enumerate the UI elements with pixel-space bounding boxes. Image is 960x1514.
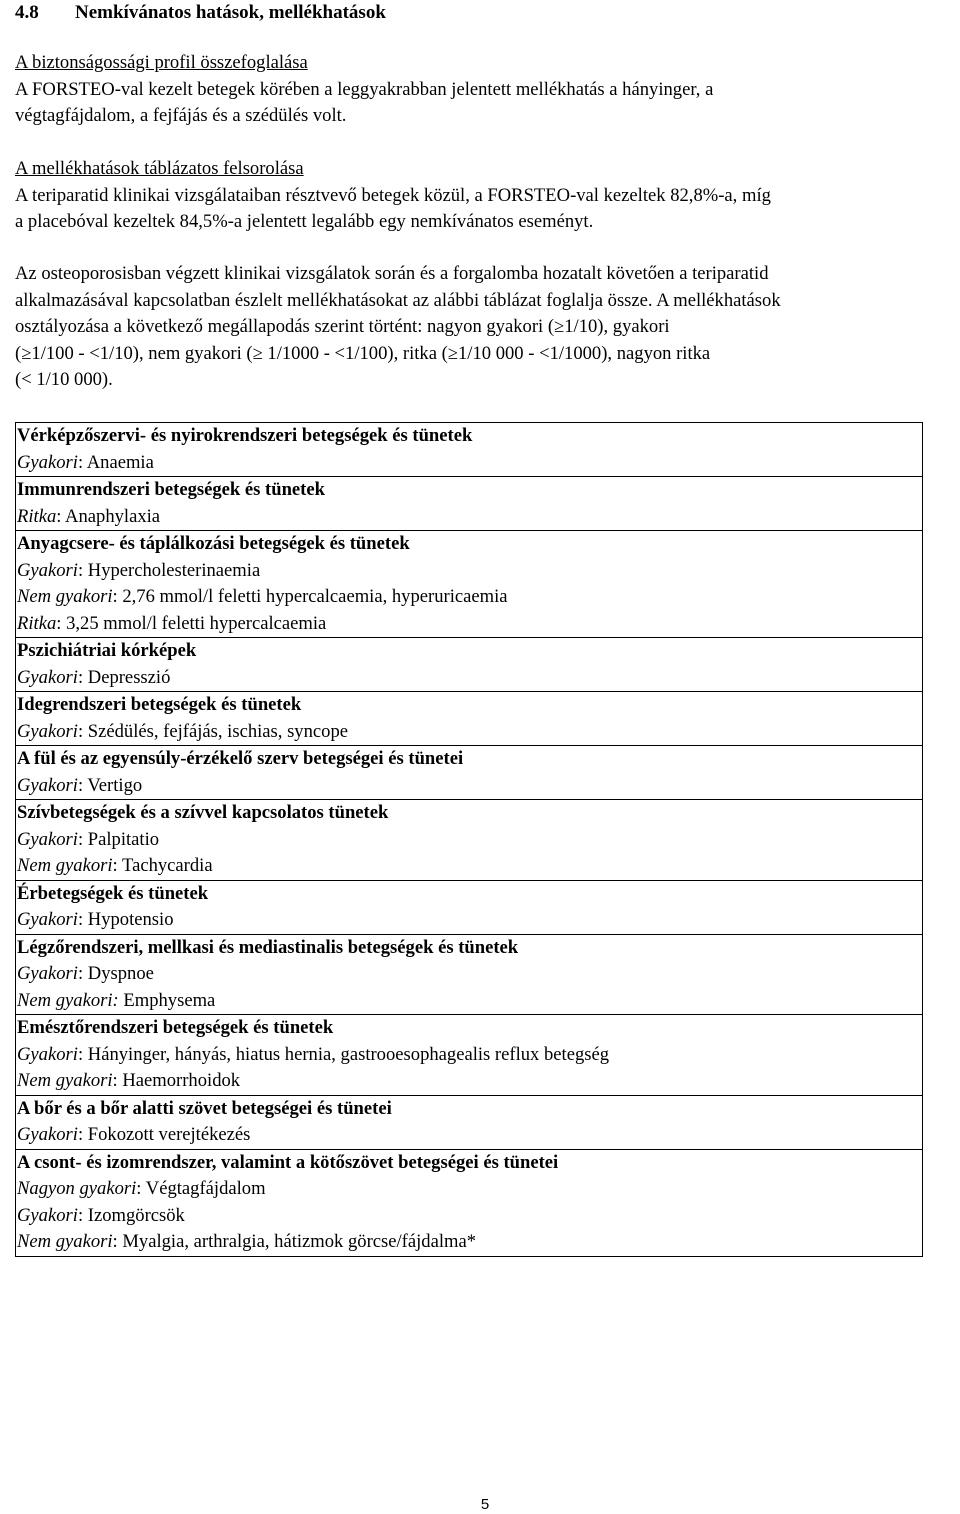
frequency-label: Gyakori [17,1204,78,1226]
frequency-label: Gyakori [17,451,78,473]
reaction-text: Vertigo [87,774,143,796]
table-row [16,1015,923,1096]
adverse-reaction-item [17,665,922,692]
safety-profile-paragraph [15,50,945,130]
classification-line: Az osteoporosisban végzett klinikai vizsgálatok során és a forgalomba hozatalt követően a teriparatid [15,263,769,284]
system-organ-class: Immunrendszeri betegségek és tünetek [17,479,325,500]
page-number: 5 [480,1496,490,1513]
separator: : [112,586,123,607]
reaction-text: Depresszió [87,666,171,688]
adverse-reaction-item [17,504,922,531]
separator: : [77,1043,88,1065]
table-cell [16,638,923,692]
classification-line: alkalmazásával kapcsolatban észlelt mellékhatásokat az alábbi táblázat foglalja össze. A mellékhatások [15,289,781,311]
classification-line: osztályozása a következő megállapodás szerint történt: nagyon gyakori (≥1/10), gyakori [15,316,670,337]
separator: : [77,774,88,796]
safety-profile-heading: A biztonságossági profil összefoglalása [15,52,308,73]
adverse-reaction-item [17,450,922,477]
adverse-reaction-item [17,907,922,934]
reaction-text: Szédülés, fejfájás, ischias, syncope [87,720,348,742]
table-row [16,531,923,638]
reaction-text: Hányinger, hányás, hiatus hernia, gastrooesophagealis reflux betegség [87,1043,610,1065]
adverse-reaction-item [17,1229,922,1256]
system-organ-class: Vérképzőszervi- és nyirokrendszeri betegségek és tünetek [17,425,473,446]
table-row [16,638,923,692]
adverse-reaction-item [17,719,922,746]
adverse-reaction-item [17,961,922,988]
table-cell [16,880,923,934]
separator: : [77,963,88,984]
adverse-reaction-item [17,853,922,880]
system-organ-class: Anyagcsere- és táplálkozási betegségek és tünetek [17,533,410,554]
frequency-label: Gyakori [17,1043,78,1065]
table-cell [16,746,923,800]
reaction-text: Hypotensio [87,909,174,930]
adverse-reaction-item [17,1203,922,1230]
frequency-label: Gyakori [17,963,78,984]
table-cell [16,423,923,477]
frequency-label: Nem gyakori: [17,989,119,1011]
safety-profile-line: végtagfájdalom, a fejfájás és a szédülés volt. [15,105,347,126]
tabulated-list-heading: A mellékhatások táblázatos felsorolása [15,158,304,179]
separator: : [77,559,88,581]
reaction-text: Anaemia [86,451,154,473]
separator: : [112,1231,123,1252]
reaction-text: Dyspnoe [87,963,154,984]
separator: : [77,451,87,473]
adverse-reaction-item [17,611,922,638]
classification-line: (< 1/10 000). [15,369,113,390]
table-cell [16,477,923,531]
system-organ-class: A bőr és a bőr alatti szövet betegségei és tünetei [17,1097,392,1119]
separator: : [77,828,88,850]
system-organ-class: Érbetegségek és tünetek [17,882,209,904]
tabulated-list-paragraph [15,156,945,236]
table-row [16,880,923,934]
system-organ-class: Szívbetegségek és a szívvel kapcsolatos tünetek [17,802,389,823]
system-organ-class: Emésztőrendszeri betegségek és tünetek [17,1017,334,1038]
reaction-text: Végtagfájdalom [145,1178,266,1199]
table-cell [16,692,923,746]
table-cell [16,531,923,638]
frequency-label: Nagyon gyakori [17,1178,137,1199]
adverse-reactions-table [15,422,923,1257]
frequency-label: Gyakori [17,559,78,581]
frequency-label: Ritka [17,505,57,527]
separator: : [77,666,88,688]
reaction-text: Anaphylaxia [65,505,161,527]
adverse-reaction-item [17,584,922,611]
frequency-label: Gyakori [17,666,78,688]
table-row [16,746,923,800]
classification-paragraph [15,261,945,394]
frequency-label: Nem gyakori [17,586,113,607]
adverse-reaction-item [17,558,922,585]
classification-line: (≥1/100 - <1/10), nem gyakori (≥ 1/1000 - <1/100), ritka (≥1/10 000 - <1/1000), nagyon ritka [15,342,711,364]
separator: : [56,505,66,527]
table-row [16,477,923,531]
safety-profile-line: A FORSTEO-val kezelt betegek körében a leggyakrabban jelentett mellékhatás a hányinger, a [15,78,714,100]
tabulated-list-line: A teriparatid klinikai vizsgálataiban résztvevő betegek közül, a FORSTEO-val kezeltek 82,8%-a, míg [15,184,771,206]
reaction-text: Hypercholesterinaemia [87,559,261,581]
section-title: Nemkívánatos hatások, mellékhatások [75,2,386,23]
reaction-text: 3,25 mmol/l feletti hypercalcaemia [66,612,327,634]
adverse-reaction-item [17,1042,922,1069]
table-cell [16,1095,923,1149]
reaction-text: Tachycardia [122,855,213,876]
separator: : [77,720,88,742]
adverse-reaction-item [17,1068,922,1095]
reaction-text: Palpitatio [87,828,160,850]
frequency-label: Nem gyakori [17,1070,113,1091]
system-organ-class: Légzőrendszeri, mellkasi és mediastinalis betegségek és tünetek [17,936,519,958]
table-cell [16,1015,923,1096]
table-cell [16,800,923,881]
adverse-reaction-item [17,827,922,854]
table-row [16,800,923,881]
section-heading [15,0,386,26]
reaction-text: Fokozott verejtékezés [87,1124,251,1145]
frequency-label: Ritka [17,612,57,634]
frequency-label: Gyakori [17,774,78,796]
table-cell [16,934,923,1015]
separator: : [77,1124,88,1145]
reaction-text: Emphysema [123,989,216,1011]
table-row [16,1149,923,1256]
separator: : [77,1204,88,1226]
adverse-reaction-item [17,1176,922,1203]
frequency-label: Nem gyakori [17,855,113,876]
reaction-text: 2,76 mmol/l feletti hypercalcaemia, hyperuricaemia [122,586,508,607]
adverse-reaction-item [17,988,922,1015]
tabulated-list-line: a placebóval kezeltek 84,5%-a jelentett legalább egy nemkívánatos eseményt. [15,211,594,232]
reaction-text: Izomgörcsök [87,1204,185,1226]
separator: : [112,1070,123,1091]
section-number: 4.8 [15,2,39,23]
table-row [16,934,923,1015]
frequency-label: Gyakori [17,828,78,850]
system-organ-class: Idegrendszeri betegségek és tünetek [17,694,302,715]
separator: : [112,855,123,876]
separator: : [77,909,88,930]
separator: : [56,612,67,634]
system-organ-class: A fül és az egyensúly-érzékelő szerv betegségei és tünetei [17,748,464,769]
separator: : [136,1178,146,1199]
table-row [16,692,923,746]
table-row [16,1095,923,1149]
system-organ-class: A csont- és izomrendszer, valamint a kötőszövet betegségei és tünetei [17,1151,559,1173]
reaction-text: Myalgia, arthralgia, hátizmok görcse/fájdalma* [122,1231,477,1252]
frequency-label: Gyakori [17,1124,78,1145]
table-cell [16,1149,923,1256]
frequency-label: Gyakori [17,909,78,930]
system-organ-class: Pszichiátriai kórképek [17,640,197,661]
reaction-text: Haemorrhoidok [122,1070,241,1091]
frequency-label: Nem gyakori [17,1231,113,1252]
table-row [16,423,923,477]
adverse-reaction-item [17,1122,922,1149]
frequency-label: Gyakori [17,720,78,742]
adverse-reaction-item [17,773,922,800]
